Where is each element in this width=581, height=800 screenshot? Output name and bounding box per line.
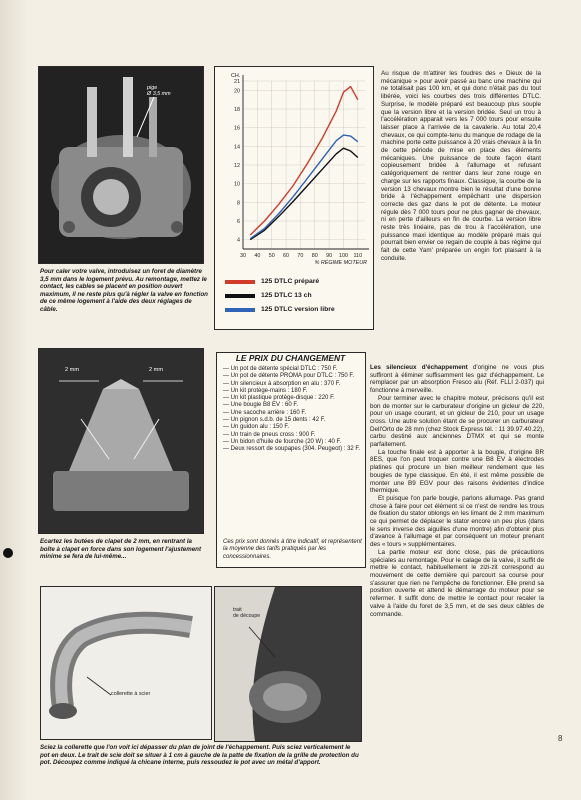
price-box-title: LE PRIX DU CHANGEMENT — [235, 353, 346, 363]
silencer-section — [370, 364, 544, 618]
price-item: — Un kit protège-mains : 180 F. — [223, 387, 308, 394]
power-chart-box — [214, 66, 374, 330]
price-item: — Une bougie B8 EV : 60 F. — [223, 402, 299, 409]
price-item: — Un guidon alu : 150 F. — [223, 424, 290, 431]
price-box — [216, 352, 366, 568]
y-tick-label: 14 — [234, 144, 240, 151]
gap-label-left: 2 mm — [65, 367, 79, 373]
price-item: — Un bidon d'huile de fourche (20 W) : 40 F. — [223, 438, 342, 445]
exhaust-caption: Sciez la collerette que l'on voit ici dépasser du plan de joint de l'échappement. Puis sciez verticalement le pot en deux. Le trait de scie doit se situer à 1 cm à gauche de la patte de fixation de la grille de protection du pot. Découpez comme indiqué la chicane interne, puis ressoudez le pot avec un métal d'apport. — [40, 744, 359, 767]
price-note: Ces prix sont donnés à titre indicatif, et représentent la moyenne des tarifs pratiqués par les concessionnaires. — [223, 539, 362, 560]
x-tick-label: 110 — [353, 253, 363, 259]
price-item: — Un pignon s.d.b. de 15 dents : 42 F. — [223, 417, 326, 424]
legend-swatch-blue — [225, 308, 255, 312]
diameter-label: pige Ø 3,5 mm — [147, 85, 171, 97]
price-item: — Un train de pneus cross : 900 F. — [223, 431, 316, 438]
legend-swatch-red — [225, 280, 255, 284]
legend-label: 125 DTLC version libre — [261, 306, 335, 313]
price-item: — Un silencieux à absorption en alu : 370 F. — [223, 380, 341, 387]
y-tick-label: 18 — [234, 107, 240, 113]
x-tick-label: 100 — [338, 253, 348, 259]
x-axis-label: % RÉGIME MOTEUR — [314, 260, 367, 266]
exhaust-pipe-photo — [40, 586, 212, 740]
pipe-cut-photo — [214, 586, 362, 742]
x-tick-label: 40 — [254, 253, 261, 259]
price-item: — Un pot de détente spécial DTLC : 750 F. — [223, 366, 338, 372]
valve-photo — [38, 66, 204, 264]
gap-label-right: 2 mm — [149, 367, 163, 373]
page-number: 8 — [558, 734, 563, 743]
x-tick-label: 50 — [268, 253, 275, 259]
price-item: — Une sacoche arrière : 160 F. — [223, 409, 307, 416]
y-tick-label: 8 — [237, 200, 240, 207]
paragraph: Et puisque l'on parle bougie, parlons allumage. Pas grand chose à faire pour cet élément si ce n'est de rendre les trous de fixation du stator oblongs en les limant de 2 mm maximum ce qui permet de déplacer le stator encore un peu plus (dans le sens inverse des aiguilles d'une montre) afin d'obtenir plus d'avance à l'allumage et par conséquent un moteur prenant des « tours » supplémentaires. — [370, 494, 544, 549]
binder-hole — [3, 548, 13, 558]
cut-flange-label: collerette à scier — [111, 691, 151, 697]
paragraph: La touche finale est à apporter à la bougie, d'origine BR 8ES, que l'on peut troquer contre une B8 EV à électrodes platines qui procure un bien meilleur rendement que les bougies de type classique. En été, il est même possible de monter une B9 EGV pour des raisons évidentes d'indice thermique. — [370, 448, 544, 495]
y-tick-label: 4 — [237, 237, 240, 244]
paragraph: Pour terminer avec le chapitre moteur, précisons qu'il est bon de monter sur le carburateur d'origine un gicleur de 220, pour un usage courant, et un gicleur de 210, pour un usage cross. Une autre solution étant de se procurer un carburateur Dell'Orto de 28 mm (chez Stock Express tél. : 11 39.97.40.22), carbu destiné aux anciennes DTMX et qui se monte parfaitement. — [370, 394, 544, 449]
legend-swatch-black — [225, 294, 255, 298]
reed-valve-caption: Ecartez les butées de clapet de 2 mm, en rentrant la boîte à clapet en force dans son logement l'ajustement minime se fera de lui-même... — [40, 538, 202, 561]
price-item: — Un kit plastique protège-disque : 220 F. — [223, 395, 335, 402]
power-chart — [215, 67, 373, 272]
y-tick-label: 10 — [234, 181, 240, 188]
x-tick-label: 60 — [283, 253, 290, 259]
paragraph: La partie moteur est donc close, pas de précautions spéciales au remontage. Pour le calage de la valve, il suffit de mettre le contact, habituellement le zizi-zit correspond au mouvement de cette dernière qui parcourt sa course pour s'assurer que rien ne l'empêche de fonctionner. Elle prend sa position ouverte et attend le démarrage du moteur pour se refermer. Il suffit donc de mettre le contact pour recaler la valve à l'aide du foret de 3,5 mm, et de ses deux câbles de commande. — [370, 548, 544, 618]
y-tick-label: 20 — [234, 88, 240, 95]
dyno-commentary: Au risque de m'attirer les foudres des « Dieux de la mécanique » pour avoir passé au banc une machine qui ne totalisait pas 100 km, et qui donc n'était pas du tout libérée, voici les courbes des trois différentes DTLC. Surprise, le modèle préparé est beaucoup plus souple que la version libre et la version bridée. Seul un trou à l'accélération apparait vers les 7 000 tours pour ensuite laisser place à l'arrivée de la cavalerie. Au total 20,4 chevaux, ce qui compte-tenu du manque de rodage de la machine porte cette puissance à 20 vrais chevaux à la fin de cette période de mise en place des éléments mécaniques. Une puissance de toute façon étant copieusement bridée à l'allumage et refusant catégoriquement de rentrer dans leur zone rouge en charge sur les rapports finaux. Classique, la courbe de la version 13 chevaux montre bien le résultat d'une bonne bride à l'échappement empêchant une dispersion correcte des gaz dans le pot de détente. Le moteur régule dès 7 000 tours pour ne plus gagner de chevaux, ni en perte d'ailleurs en fin de courbe. La version libre reste très linéaire, pas de trou à l'accélération, une puissance maxi identique au modèle préparé mais qui pourrait bien envier ce regain de couple à bas régime qui fait de cette Yam' préparée un engin fort plaisant à la conduite. — [381, 70, 541, 262]
legend-label: 125 DTLC préparé — [261, 278, 320, 285]
exhaust-pipe-image — [41, 587, 211, 739]
price-list — [223, 366, 363, 454]
paragraph: d'origine ne vous plus suffiront à éliminer suffisamment les gaz d'échappement. Le remplacer par un absorption Fresco alu (Réf. FLLI 2-037) qui fonctionne à merveille. — [370, 364, 544, 395]
section-heading: Les silencieux d'échappement — [370, 364, 468, 371]
y-tick-label: 16 — [234, 125, 240, 132]
series-line-2 — [250, 135, 358, 239]
y-tick-label: 21 — [234, 79, 240, 85]
reed-valve-photo — [38, 348, 204, 534]
x-tick-label: 90 — [326, 253, 333, 259]
price-item: — Deux ressort de soupapes (304. Peugeot) : 32 F. — [223, 446, 361, 453]
y-tick-label: 6 — [237, 219, 240, 225]
price-item: — Un pot de détente PROMA pour DTLC : 750 F. — [223, 373, 355, 380]
cut-line-label: trait de découpe — [233, 607, 261, 619]
page-shadow — [0, 0, 28, 800]
x-tick-label: 70 — [297, 253, 304, 259]
legend-label: 125 DTLC 13 ch — [261, 292, 312, 299]
x-tick-label: 80 — [311, 253, 318, 259]
y-tick-label: 12 — [234, 163, 240, 169]
chart-legend — [225, 275, 371, 325]
y-axis-label: CH. — [231, 73, 241, 79]
valve-photo-caption: Pour caler votre valve, introduisez un foret de diamètre 3,5 mm dans le logement prévu. Au remontage, mettez le contact, les cables se placent en position ouvert maximum, il ne reste plus qu'à régler la valve en fonction de ce même logement à l'aide des deux réglages de câble. — [40, 268, 208, 313]
x-tick-label: 30 — [240, 253, 246, 259]
reed-valve-image — [39, 349, 203, 533]
